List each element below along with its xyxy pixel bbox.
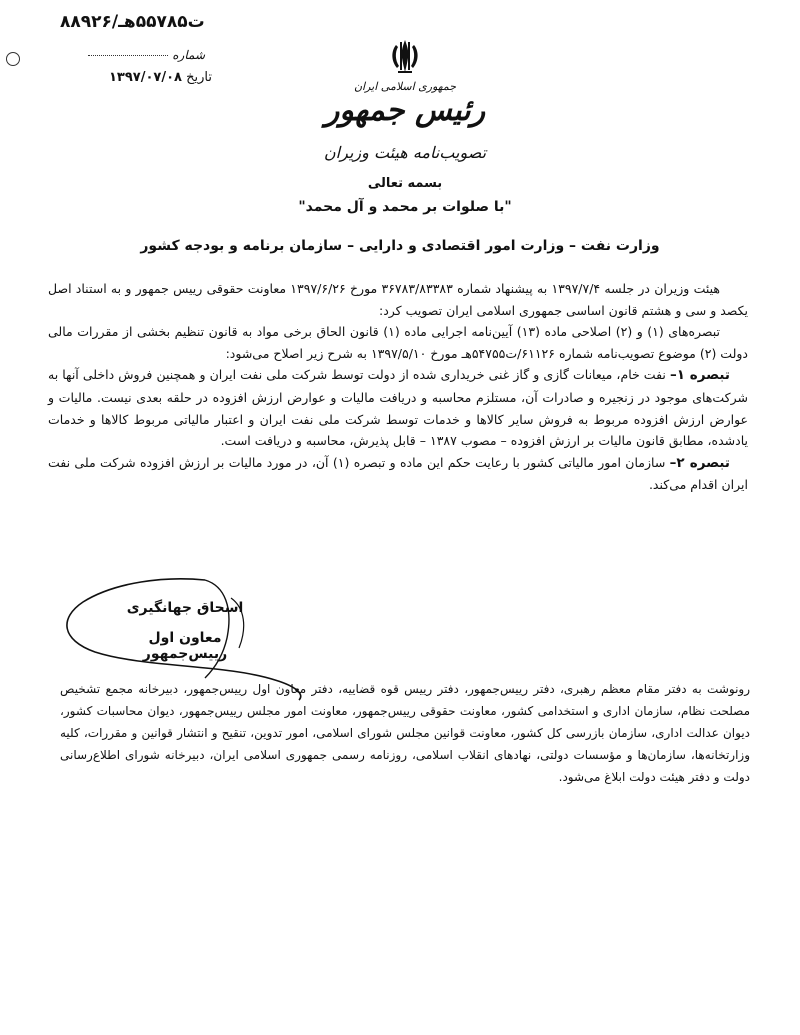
body-paragraph-intro: هیئت وزیران در جلسه ۱۳۹۷/۷/۴ به پیشنهاد شماره ۳۶۷۸۳/۸۳۳۸۳ مورخ ۱۳۹۷/۶/۲۶ معاونت حقوقی رییس جمهور و به استناد اصل یکصد و سی و هشتم قانون اساسی جمهوری اسلامی ایران تصویب کرد: — [48, 281, 748, 318]
signatory-title: معاون اول رییس‌جمهور — [142, 630, 228, 662]
government-name: جمهوری اسلامی ایران — [353, 80, 457, 93]
note-1-text: نفت خام، میعانات گازی و گاز غنی خریداری شده از دولت توسط شرکت ملی نفت ایران و همچنین فروش داخلی آنها به شرکت‌های موجود در زنجیره و صادرات آن، مستلزم محاسبه و دریافت مالیات و عوارض ارزش افزوده در حلقه بعدی نیست. مالیات و عوارض ارزش افزوده مربوط به فروش سایر کالاها و خدمات توسط شرکت ملی نفت ایران و اعتبار مالیاتی مربوط کالاها و خدمات یادشده، مطابق قانون مالیات بر ارزش افزوده – مصوب ۱۳۸۷ – قابل پذیرش، محاسبه و دریافت است. — [48, 367, 748, 449]
note-2-label: تبصره ۲– — [669, 454, 730, 471]
date-value: ۱۳۹۷/۰۷/۰۸ — [109, 70, 182, 85]
date-field — [62, 70, 212, 85]
basmala: بسمه تعالی — [367, 176, 443, 191]
date-label: تاریخ — [186, 70, 212, 85]
cc-distribution-list: رونوشت به دفتر مقام معظم رهبری، دفتر رییس‌جمهور، دفتر رییس قوه قضاییه، دفتر معاون اول رییس‌جمهور، دبیرخانه مجمع تشخیص مصلحت نظام، سازمان اداری و استخدامی کشور، معاونت حقوقی رییس‌جمهور، معاونت امور مجلس رییس‌جمهور، دیوان محاسبات کشور، دیوان عدالت اداری، سازمان بازرسی کل کشور، معاونت قوانین مجلس شورای اسلامی، امور تدوین، تنقیح و انتشار قوانین و مقررات، کلیه وزارتخانه‌ها، سازمان‌ها و مؤسسات دولتی، نهادهای انقلاب اسلامی، روزنامه رسمی جمهوری اسلامی ایران، دبیرخانه شورای اطلاع‌رسانی دولت و دفتر هیئت دولت ابلاغ می‌شود. — [60, 682, 750, 784]
body-paragraph-amendment: تبصره‌های (۱) و (۲) اصلاحی ماده (۱۳) آیین‌نامه اجرایی ماده (۱) قانون الحاق برخی مواد به قانون تنظیم بخشی از مقررات مالی دولت (۲) موضوع تصویب‌نامه شماره ۶۱۱۲۶/ت۵۴۷۵۵هـ مورخ ۱۳۹۷/۵/۱۰ به شرح زیر اصلاح می‌شود: — [48, 324, 748, 361]
note-1-label: تبصره ۱– — [669, 367, 730, 384]
number-label: شماره — [172, 48, 205, 62]
emblem-icon — [385, 36, 425, 76]
punch-hole-mark — [6, 52, 20, 66]
decree-number: ۸۸۹۲۶/ت۵۵۷۸۵هـ — [60, 12, 205, 32]
decree-body — [48, 278, 748, 496]
president-title: رئیس جمهور — [324, 93, 486, 128]
signature-block — [110, 600, 260, 662]
number-dotted-line — [88, 55, 168, 56]
note-2-text: سازمان امور مالیاتی کشور با رعایت حکم این ماده و تبصره (۱) آن، در مورد مالیات بر ارزش افزوده شرکت ملی نفت ایران اقدام می‌کند. — [48, 454, 748, 493]
note-2 — [48, 452, 748, 496]
number-field — [65, 48, 205, 62]
cabinet-decree-title: تصویب‌نامه هیئت وزیران — [323, 143, 487, 162]
salawat-line: "با صلوات بر محمد و آل محمد" — [298, 199, 512, 215]
signatory-name: اسحاق جهانگیری — [126, 600, 244, 616]
recipients-line: وزارت نفت – وزارت امور اقتصادی و دارایی – سازمان برنامه و بودجه کشور — [140, 238, 660, 254]
note-1 — [48, 364, 748, 451]
